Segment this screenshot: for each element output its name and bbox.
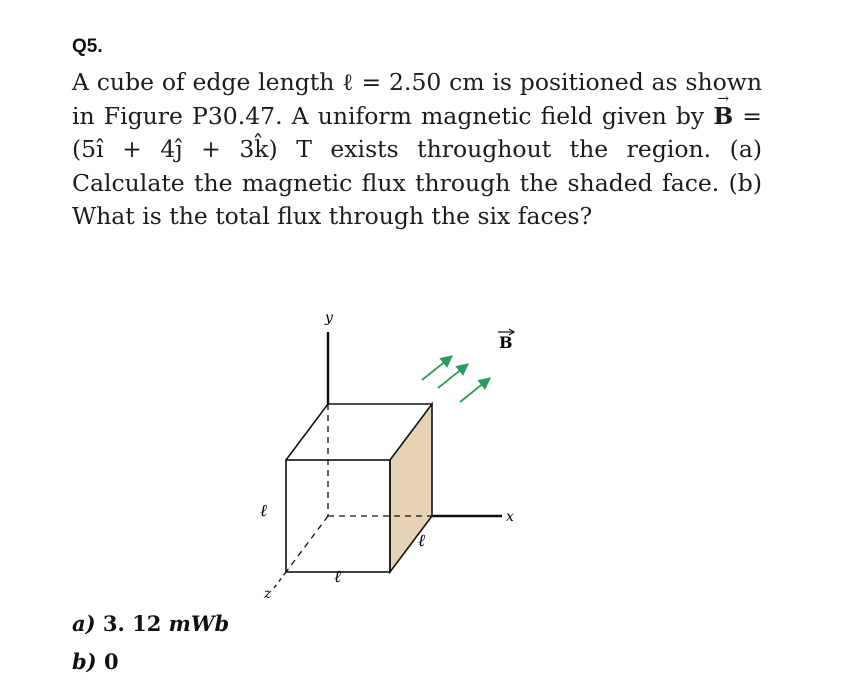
field-arrow-1 <box>422 356 452 380</box>
answer-a-unit: mWb <box>168 611 230 636</box>
answers <box>72 605 229 681</box>
shaded-face <box>390 404 432 572</box>
problem-statement <box>72 66 762 234</box>
answer-a-label: a) <box>72 611 96 636</box>
cube-figure <box>240 300 550 600</box>
edge-label-left: ℓ <box>260 501 268 521</box>
x-axis-label: x <box>506 509 514 525</box>
problem-text-part-1: A cube of edge length ℓ = 2.50 cm is positioned as shown in Figure P30.47. A uniform magnetic field given by <box>72 68 762 130</box>
answer-b-value: 0 <box>103 649 119 674</box>
b-vector-symbol: → B <box>713 100 733 134</box>
field-arrow-2 <box>438 364 468 388</box>
z-axis <box>274 572 286 588</box>
answer-a <box>72 605 229 643</box>
field-arrow-3 <box>460 378 490 402</box>
answer-b-label: b) <box>72 649 97 674</box>
answer-a-value: 3. 12 <box>102 611 162 636</box>
hidden-edge-depth <box>286 516 328 572</box>
edge-label-right: ℓ <box>418 531 426 551</box>
y-axis-label: y <box>325 310 333 326</box>
problem-text-part-2: = (5î + 4ĵ + 3k̂) T exists throughout the region. (a) Calculate the magnetic flux through the shaded face. (b) What is the total flux through the six faces? <box>72 101 762 230</box>
b-field-label: B <box>499 333 513 352</box>
z-axis-label: z <box>264 586 272 600</box>
answer-b <box>72 643 229 681</box>
cube-edge-top-left <box>286 404 328 460</box>
edge-label-bottom: ℓ <box>334 567 342 587</box>
question-number: Q5. <box>72 36 103 57</box>
